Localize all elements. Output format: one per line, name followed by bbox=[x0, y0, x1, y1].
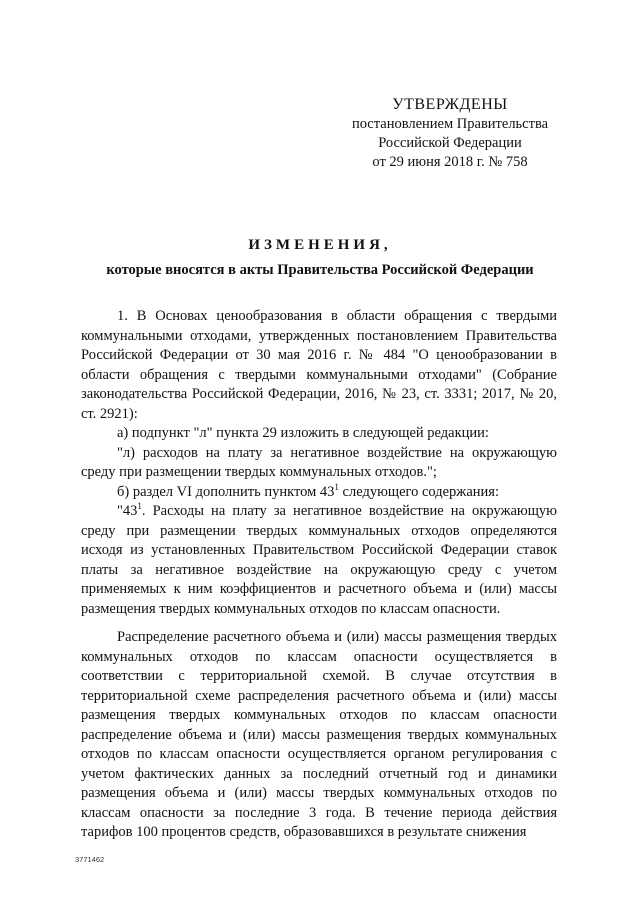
paragraph-4-superscript: 1 bbox=[334, 481, 339, 492]
document-body bbox=[81, 307, 557, 843]
approval-line-1: постановлением Правительства bbox=[351, 116, 549, 132]
paragraph-4-text-a: б) раздел VI дополнить пунктом 43 bbox=[117, 483, 335, 500]
approval-line-2: Российской Федерации bbox=[378, 135, 522, 151]
paragraph-4 bbox=[81, 483, 557, 503]
approval-block bbox=[330, 95, 570, 172]
paragraph-2: а) подпункт "л" пункта 29 изложить в следующей редакции: bbox=[117, 425, 489, 441]
paragraph-5-superscript: 1 bbox=[137, 501, 142, 512]
approval-date-number: от 29 июня 2018 г. № 758 bbox=[372, 154, 528, 170]
paragraph-5-text-b: . Расходы на плату за негативное воздействие на окружающую среду при размещении твердых коммунальных отходов определяются исходя из установленных Правительством Российской Федерации ставок платы за негативное воздействие на окружающую среду с учетом применяемых к ним коэффициентов и расчетного объема и (или) массы размещения твердых коммунальных отходов по классам опасности. bbox=[81, 503, 557, 617]
paragraph-5-text-a: "43 bbox=[117, 503, 138, 519]
document-title: ИЗМЕНЕНИЯ, bbox=[248, 237, 392, 253]
approval-heading: УТВЕРЖДЕНЫ bbox=[392, 96, 508, 113]
document-subtitle: которые вносятся в акты Правительства Российской Федерации bbox=[106, 262, 534, 278]
paragraph-4-text-b: следующего содержания: bbox=[338, 483, 499, 500]
paragraph-5 bbox=[81, 502, 557, 619]
paragraph-6: Распределение расчетного объема и (или) массы размещения твердых коммунальных отходов по классам опасности осуществляется в соответствии с территориальной схемой. В случае отсутствия в территориальной схеме распределения расчетного объема и (или) массы размещения твердых коммунальных отходов по классам опасности распределение объема и (или) массы размещения твердых коммунальных отходов по классам опасности осуществляется органом регулирования с учетом фактических данных за последний отчетный год и динамики размещения объема и (или) массы твердых коммунальных отходов по классам опасности за последние 3 года. В течение периода действия тарифов 100 процентов средств, образовавшихся в результате снижения bbox=[81, 629, 557, 840]
paragraph-1: 1. В Основах ценообразования в области обращения с твердыми коммунальными отходами, утвержденных постановлением Правительства Российской Федерации от 30 мая 2016 г. № 484 "О ценообразовании в области обращения с твердыми коммунальными отходами" (Собрание законодательства Российской Федерации, 2016, № 23, ст. 3331; 2017, № 20, ст. 2921): bbox=[81, 308, 557, 422]
document-code: 3771462 bbox=[75, 855, 105, 864]
paragraph-3: "л) расходов на плату за негативное воздействие на окружающую среду при размещении твердых коммунальных отходов."; bbox=[81, 444, 557, 480]
